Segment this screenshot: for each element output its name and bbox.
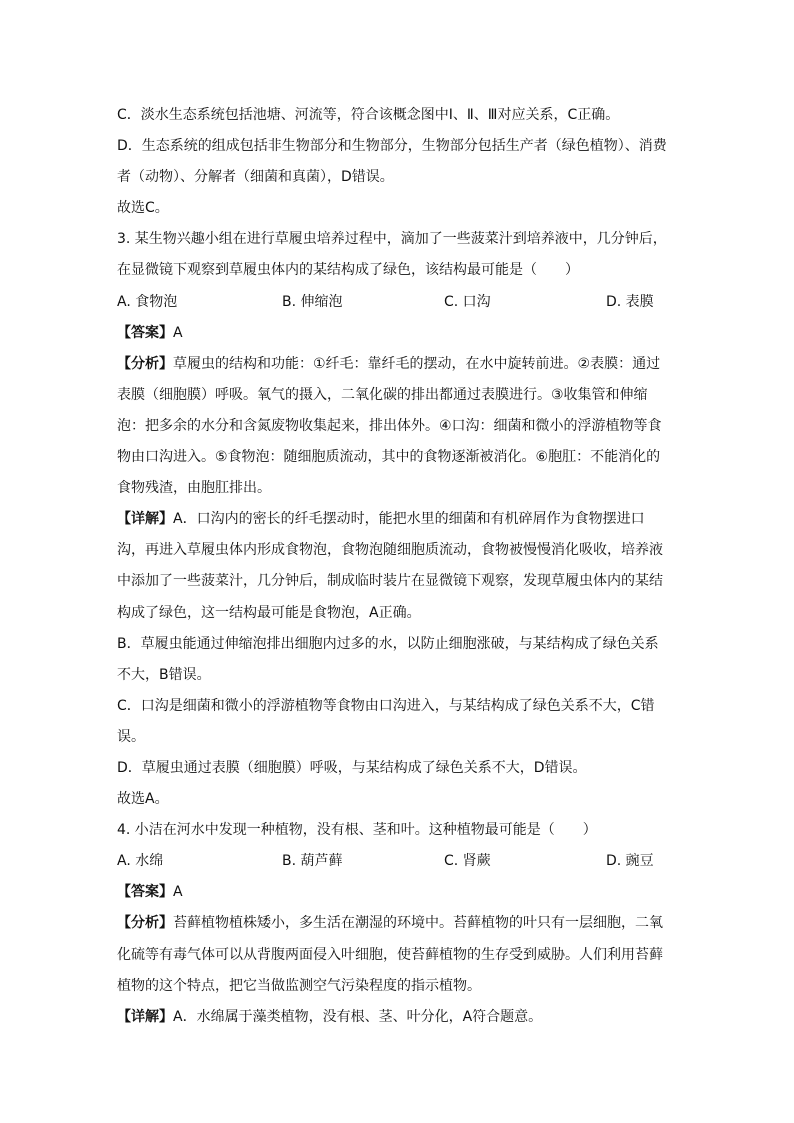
option-d: D. 豌豆 [606,853,654,870]
text-line: C．淡水生态系统包括池塘、河流等，符合该概念图中Ⅰ、Ⅱ、Ⅲ对应关系，C正确。 [117,107,620,123]
option-c: C. 肾蕨 [444,853,491,870]
text-line: 物由口沟进入。⑤食物泡：随细胞质流动，其中的食物逐渐被消化。⑥胞肛：不能消化的 [117,449,661,466]
analysis-text: 草履虫的结构和功能：①纤毛：靠纤毛的摆动，在水中旋转前进。②表膜：通过 [173,355,661,372]
detail-tag: 【详解】 [117,1008,173,1025]
question-4-analysis [117,908,677,939]
text-line: 化硫等有毒气体可以从背腹两面侵入叶细胞，使苔藓植物的生存受到威胁。人们利用苔藓 [117,946,663,963]
text-line: D．生态系统的组成包括非生物部分和生物部分，生物部分包括生产者（绿色植物）、消费 [117,138,667,155]
detail-text: A．水绵属于藻类植物，没有根、茎、叶分化，A符合题意。 [173,1008,543,1025]
analysis-tag: 【分析】 [117,915,173,932]
question-3-stem-cont: 在显微镜下观察到草履虫体内的某结构成了绿色，该结构最可能是（ ） [117,262,579,279]
text-line: C．口沟是细菌和微小的浮游植物等食物由口沟进入，与某结构成了绿色关系不大，C错 [117,697,655,714]
option-b: B. 葫芦藓 [282,853,343,870]
detail-text: A．口沟内的密长的纤毛摆动时，能把水里的细菌和有机碎屑作为食物摆进口 [173,511,645,528]
text-line: 构成了绿色，这一结构最可能是食物泡，A正确。 [117,604,421,621]
text-line: 表膜（细胞膜）呼吸。氧气的摄入，二氧化碳的排出都通过表膜进行。③收集管和伸缩 [117,386,648,403]
answer-value: A [173,884,183,901]
text-line: D．草履虫通过表膜（细胞膜）呼吸，与某结构成了绿色关系不大，D错误。 [117,759,587,776]
option-d: D. 表膜 [606,293,654,310]
text-line: 误。 [117,728,145,745]
answer-tag: 【答案】 [117,324,173,341]
question-4-detail [117,1002,677,1033]
question-3-stem: 3. 某生物兴趣小组在进行草履虫培养过程中，滴加了一些菠菜汁到培养液中，几分钟后， [117,231,667,248]
answer-value: A [173,324,183,341]
option-c: C. 口沟 [444,293,491,310]
text-line: 不大，B错误。 [117,666,211,683]
question-4-answer [117,877,677,908]
analysis-text: 苔藓植物植株矮小，多生活在潮湿的环境中。苔藓植物的叶只有一层细胞，二氧 [173,915,663,932]
option-a: A. 水绵 [117,853,164,870]
detail-tag: 【详解】 [117,511,173,528]
text-line: 中添加了一些菠菜汁，几分钟后，制成临时装片在显微镜下观察，发现草履虫体内的某结 [117,573,663,590]
question-3-answer [117,318,677,349]
text-line: 植物的这个特点，把它当做监测空气污染程度的指示植物。 [117,977,481,994]
text-line: B．草履虫能通过伸缩泡排出细胞内过多的水，以防止细胞涨破，与某结构成了绿色关系 [117,635,659,652]
text-line: 故选C。 [117,200,169,217]
text-line: 食物残渣，由胞肛排出。 [117,480,271,497]
question-3-options [117,287,677,318]
answer-tag: 【答案】 [117,884,173,901]
text-line: 者（动物）、分解者（细菌和真菌），D错误。 [117,169,394,186]
option-b: B. 伸缩泡 [282,293,343,310]
question-3-analysis [117,349,677,380]
analysis-tag: 【分析】 [117,355,173,372]
document-page [117,100,677,1033]
option-a: A. 食物泡 [117,293,178,310]
question-4-stem: 4. 小洁在河水中发现一种植物，没有根、茎和叶。这种植物最可能是（ ） [117,822,597,839]
question-3-detail [117,504,677,535]
text-line: 故选A。 [117,791,169,808]
text-line: 泡：把多余的水分和含氮废物收集起来，排出体外。④口沟：细菌和微小的浮游植物等食 [117,417,662,434]
question-4-options [117,846,677,877]
text-line: 沟，再进入草履虫体内形成食物泡，食物泡随细胞质流动，食物被慢慢消化吸收，培养液 [117,542,663,559]
